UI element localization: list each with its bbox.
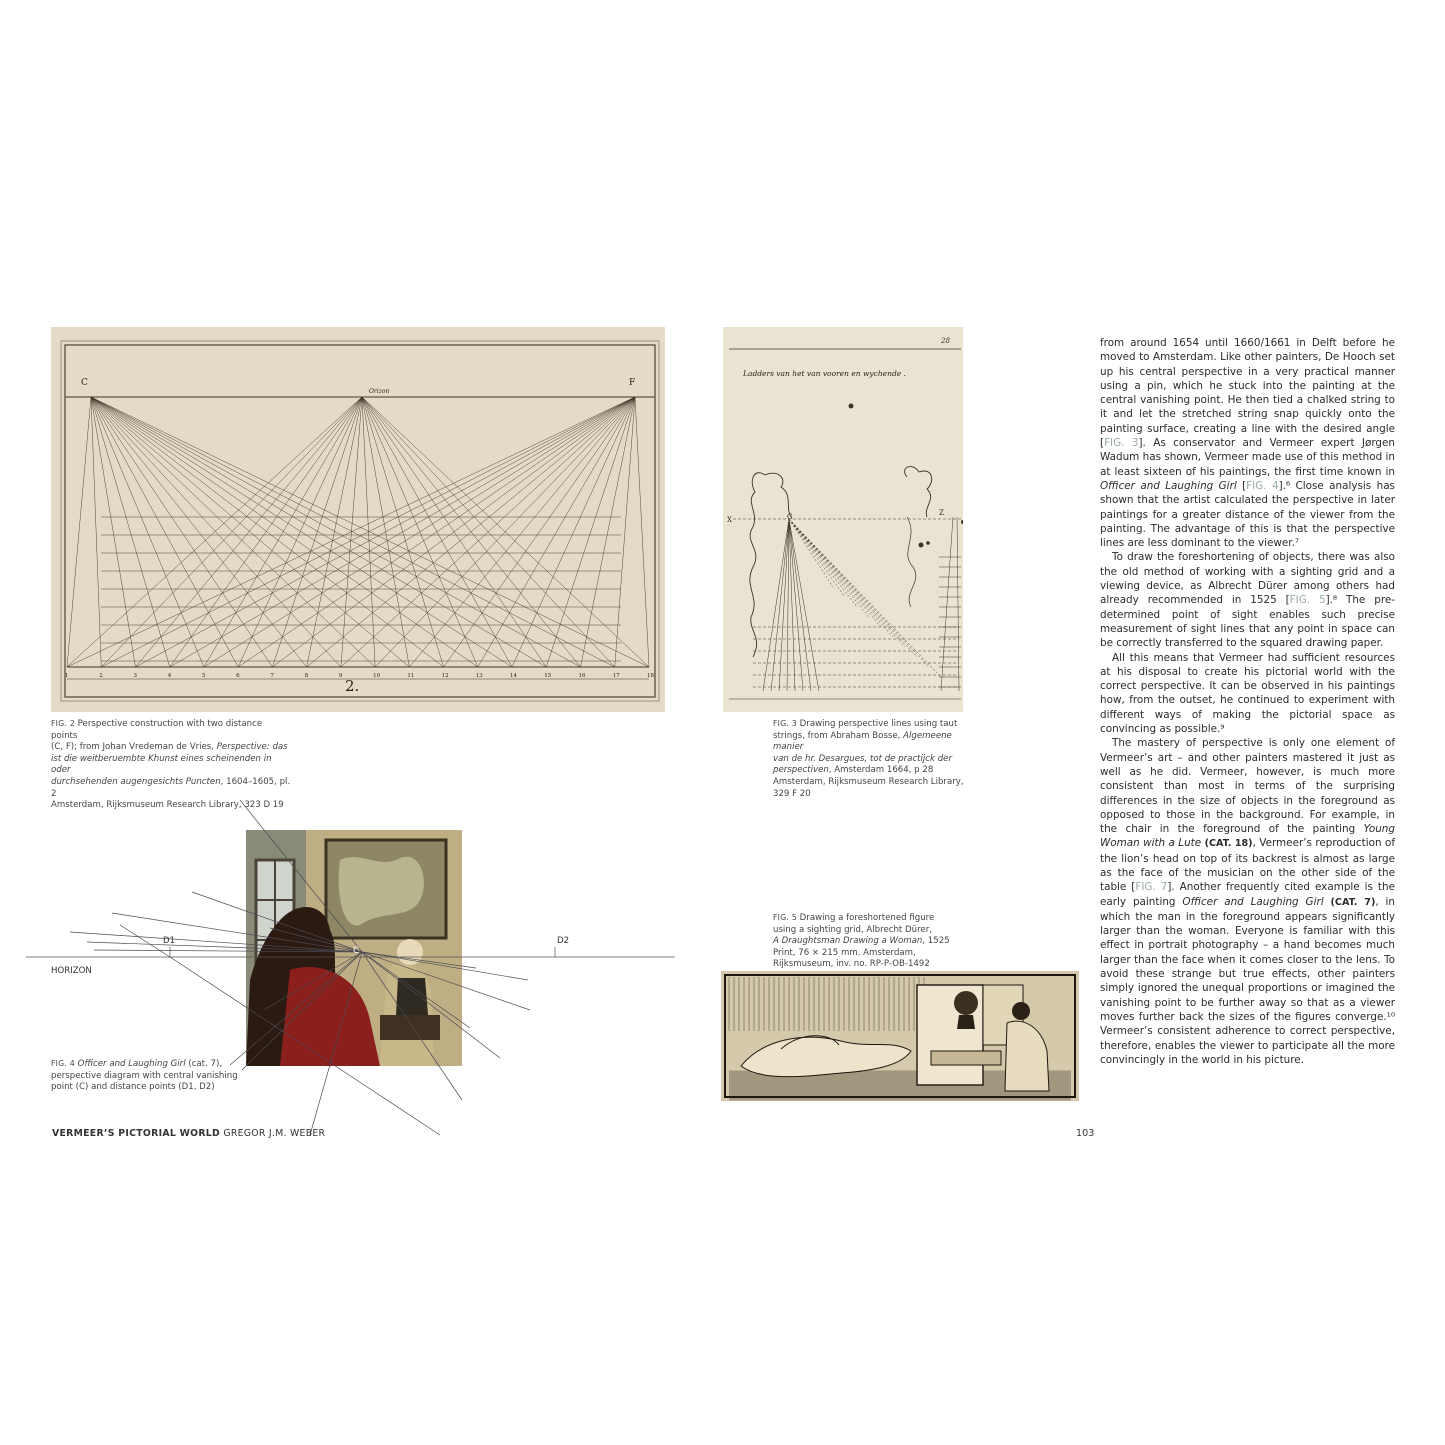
fig2-scale-number: 17: [612, 673, 620, 679]
fig3-caption-line6: 329 F 20: [773, 788, 811, 799]
page-number: 103: [1076, 1128, 1095, 1139]
body-p1-title: Officer and Laughing Girl: [1100, 479, 1237, 492]
fig2-plate: [51, 327, 665, 712]
body-p2b-text: ].⁸ The pre-determined point of sight enables such precise measurement of sight lines that any point in space can be correctly transferred to the squared drawing paper.: [1100, 594, 1395, 650]
body-paragraph-1: [1100, 336, 1395, 550]
body-p4c-text: ]. Another frequently cited example is the early painting: [1100, 881, 1395, 908]
fig4-caption-number: FIG. 4: [51, 1059, 75, 1068]
fig2-scale-number: 15: [544, 673, 552, 679]
fig4-label-d1: D1: [163, 936, 176, 946]
fig5-caption-number: FIG. 5: [773, 913, 797, 922]
fig3-caption-line5: Amsterdam, Rijksmuseum Research Library,: [773, 776, 964, 787]
fig2-plate-number: 2.: [345, 677, 360, 695]
fig3-plate: [723, 327, 963, 712]
fig2-perspective-drawing: [51, 327, 665, 712]
fig2-scale-number: 3: [133, 673, 137, 679]
fig5-caption-line5: Rijksmuseum, inv. no. RP-P-OB-1492: [773, 959, 930, 970]
fig5-print: [721, 971, 1079, 1101]
fig5-caption-line2: using a sighting grid, Albrecht Dürer,: [773, 924, 932, 935]
fig2-caption-line4: durchsehenden augengesichts Puncten: [51, 776, 221, 787]
fig3-caption-line4-date: , Amsterdam 1664, p 28: [828, 765, 934, 776]
fig2-scale-number: 9: [338, 673, 343, 679]
fig4-caption-line2: perspective diagram with central vanishing: [51, 1070, 238, 1081]
fig2-label-c: C: [81, 378, 88, 388]
fig2-scale-number: 12: [441, 673, 449, 679]
fig2-scale-number: 10: [373, 673, 381, 679]
fig2-caption-line2-title: Perspective: das: [216, 742, 288, 753]
fig2-scale-number: 6: [236, 673, 240, 679]
fig2-scale-number: 1: [65, 673, 69, 679]
body-p2-text: To draw the foreshortening of objects, there was also the old method of working with a sighting grid and a viewing device, as Albrecht Dürer among others had already recommended in 1525 [: [1100, 551, 1395, 607]
body-p1c-text: [: [1236, 479, 1247, 492]
fig3-caption-line2: strings, from Abraham Bosse,: [773, 730, 904, 741]
fig2-caption-line4-date: , 1604–1605, pl. 2: [51, 776, 291, 799]
fig2-scale-number: 7: [270, 673, 274, 679]
fig3-caption-line3: van de hr. Desargues, tot de practijck der: [773, 753, 953, 764]
fig4-label-c: C: [353, 946, 360, 956]
fig2-scale-number: 13: [475, 673, 483, 679]
body-p1-text: from around 1654 until 1660/1661 in Delft before he moved to Amsterdam. Like other painters, De Hooch set up his central perspective in a very practical manner using a pin, which he stuck into the painting at the central vanishing point. He then tied a chalked string to it and let the stretched string snap quickly onto the painting surface, creating a line with the desired angle [: [1100, 337, 1395, 450]
fig7-reference-link[interactable]: FIG. 7: [1135, 881, 1168, 894]
fig3-page-number: 28: [941, 337, 950, 345]
footer-book-title: VERMEER’S PICTORIAL WORLD: [52, 1128, 221, 1139]
fig3-label-z: Z: [939, 509, 944, 517]
fig2-scale-number: 14: [510, 673, 518, 679]
fig5-reference-link[interactable]: FIG. 5: [1289, 594, 1326, 607]
fig3-caption-line4: perspectiven: [773, 765, 829, 776]
fig5-woodcut: [721, 971, 1079, 1101]
fig2-caption: [51, 718, 291, 812]
cat-18-reference[interactable]: (CAT. 18): [1201, 838, 1253, 850]
fig4-caption-line1-title: Officer and Laughing Girl: [74, 1059, 186, 1069]
body-p1d-text: ].⁶ Close analysis has shown that the artist calculated the perspective in later paintings for a greater distance of the viewer from the painting. The advantage of this is that the perspective lines are less dominant to the viewer.⁷: [1100, 479, 1395, 550]
body-p4-text: The mastery of perspective is only one element of Vermeer’s art – and other painters mastered it just as well as he did. Vermeer, however, is much more consistent than most in terms of the surprising differences in the size of objects in the foreground as opposed to those in the background. For example, in the chair in the foreground of the painting: [1100, 737, 1395, 836]
fig3-label-x: X: [727, 516, 732, 524]
body-p1b-text: ]. As conservator and Vermeer expert Jørgen Wadum has shown, Vermeer made use of this method in at least sixteen of his paintings, the first time known in: [1100, 437, 1396, 478]
fig2-scale-number: 16: [578, 673, 586, 679]
body-paragraph-3: [1100, 651, 1395, 737]
fig4-caption-line3: point (C) and distance points (D1, D2): [51, 1082, 215, 1093]
fig4-reference-link[interactable]: FIG. 4: [1246, 479, 1279, 492]
body-paragraph-2: [1100, 550, 1395, 650]
fig3-caption: [773, 718, 973, 800]
body-p4d-text: , in which the man in the foreground appears significantly larger than the woman. Everyone is familiar with this effect in portrait photography – a hand becomes much larger than the face when it comes closer to the lens. To avoid these strange but true effects, other painters simply ignored the unequal proportions or imagined the vanishing point to be further away so that as a viewer moves further back the sizes of the figures converge.¹⁰ Vermeer’s consistent adherence to correct perspective, therefore, enables the viewer to participate all the more convincingly in the world in his picture.: [1100, 895, 1396, 1066]
fig2-scale-number: 18: [647, 673, 654, 679]
body-p4b-text: , Vermeer’s reproduction of the lion’s head on top of its backrest is almost as large as the face of the musician on the other side of the table [: [1100, 837, 1395, 894]
fig2-label-orizon: Orizon: [369, 388, 390, 395]
body-p3-text: All this means that Vermeer had sufficient resources at his disposal to create his pictorial world with the correct perspective. It can be observed in his paintings how, from the outset, he continued to experiment with different ways of making the pictorial space as convincing as possible.⁹: [1100, 651, 1395, 736]
fig4-label-horizon: HORIZON: [51, 966, 92, 976]
body-text: [1100, 336, 1395, 1067]
fig4-label-d2: D2: [557, 936, 570, 946]
fig2-scale-number: 11: [407, 673, 415, 679]
body-p4-title2: Officer and Laughing Girl: [1182, 895, 1324, 908]
fig5-caption-line1: Drawing a foreshortened figure: [796, 913, 935, 923]
fig4-caption: [51, 1058, 251, 1094]
fig2-scale-number: 4: [167, 673, 172, 679]
fig3-caption-line2-title: Algemeene manier: [773, 730, 952, 753]
footer-author: GREGOR J.M. WEBER: [220, 1128, 326, 1139]
running-footer: [52, 1128, 325, 1139]
fig2-caption-line3: ist die weitberuembte Khunst eines scheinenden in oder: [51, 753, 272, 776]
fig2-caption-number: FIG. 2: [51, 719, 75, 728]
fig2-scale-number: 2: [99, 673, 103, 679]
fig5-caption: [773, 912, 973, 971]
fig2-scale-number: 5: [201, 673, 206, 679]
fig3-heading: Ladders van het van vooren en wychende .: [743, 369, 906, 378]
fig5-caption-line3: , 1525: [922, 936, 950, 947]
fig4-caption-line1: (cat. 7),: [185, 1059, 223, 1069]
fig4-girl-face: [397, 939, 423, 965]
fig3-caption-line1: Drawing perspective lines using taut: [796, 719, 958, 729]
fig3-perspective-drawing: [723, 327, 963, 712]
fig3-label-g: G: [787, 513, 793, 521]
cat-7-reference[interactable]: (CAT. 7): [1323, 896, 1376, 908]
fig3-caption-number: FIG. 3: [773, 719, 797, 728]
body-p4-title1: Young Woman with a Lute: [1100, 823, 1395, 850]
fig2-caption-line5: Amsterdam, Rijksmuseum Research Library, 323 D 19: [51, 800, 284, 811]
fig5-caption-line3-title: A Draughtsman Drawing a Woman: [773, 936, 923, 947]
fig2-caption-line1: Perspective construction with two distance points: [51, 719, 263, 741]
fig3-reference-link[interactable]: FIG. 3: [1104, 437, 1139, 450]
fig5-caption-line4: Print, 76 × 215 mm. Amsterdam,: [773, 947, 916, 958]
body-paragraph-4: [1100, 736, 1395, 1067]
fig2-caption-line2: (C, F); from Johan Vredeman de Vries,: [51, 742, 217, 753]
fig2-label-f: F: [629, 378, 636, 388]
fig2-scale-number: 8: [304, 673, 309, 679]
